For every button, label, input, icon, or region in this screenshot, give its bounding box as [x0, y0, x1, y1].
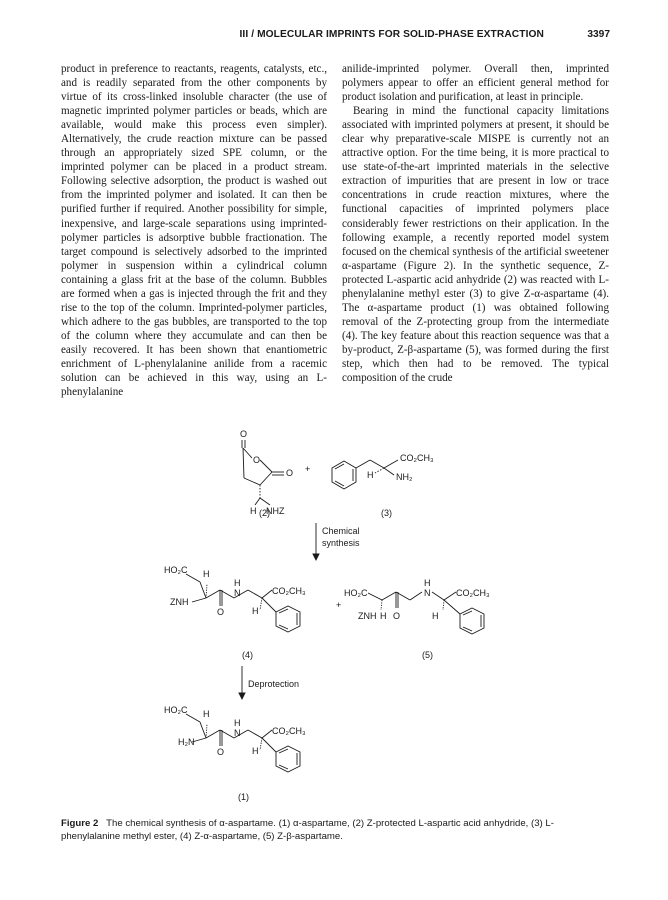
page-number: 3397: [587, 29, 610, 40]
atom-label: H: [234, 718, 241, 728]
compound-5-structure: [344, 578, 490, 634]
atom-label: O: [240, 429, 248, 439]
atom-label: H: [203, 709, 210, 719]
atom-label: ZNH: [170, 597, 189, 607]
atom-label: HO₂C: [164, 705, 188, 715]
atom-label: O: [217, 747, 225, 757]
atom-label: H: [252, 746, 259, 756]
atom-label: CO₂CH₃: [272, 726, 306, 736]
figure-caption: [61, 818, 610, 843]
paragraph: anilide-imprinted polymer. Overall then, imprinted polymers appear to offer an efficient general method for product isolation and purification, at least in principle.: [342, 63, 609, 104]
atom-label: N: [424, 588, 431, 598]
plus-sign: +: [336, 600, 342, 610]
compound-label-2: (2): [259, 508, 270, 518]
section-title: III / MOLECULAR IMPRINTS FOR SOLID-PHASE EXTRACTION: [239, 29, 544, 40]
paragraph: product in preference to reactants, reagents, catalysts, etc., and is readily separated from the other components by virtue of its cross-linked insoluble character (the use of magnetic imprinted polymer particles or beads, which are available, would make this process even simpler). Alternatively, the crude reaction mixture can be passed through an appropriately sized SPE column, or the imprinted polymer can be placed in a product stream. Following selective adsorption, the product is washed out from the imprinted polymer and isolated. It can then be purified further if required. Another possibility for simple, inexpensive, and large-scale separations using imprinted-polymer particles is adsorptive bubble fractionation. The target compound is selectively adsorbed to the imprinted polymer in suspension within a cylindrical column containing a glass frit at the base of the column. Bubbles are formed when a gas is injected through the frit and they rise to the top of the column. Imprinted-polymer particles, which adhere to the gas bubbles, are transported to the top of the column where they accumulate and can then be easily recovered. It has been shown that enantiometric enrichment of L-phenylalanine anilide from a racemic solution can be achieved in this way, using an L-phenylalanine: [61, 63, 327, 399]
atom-label: H₂N: [178, 737, 195, 747]
paragraph: Bearing in mind the functional capacity limitations associated with imprinted polymers at present, it should be clear why preparative-scale MISPE is currently not an attractive option. For the time being, it is more practical to use state-of-the-art imprinted materials in the selective extraction of impurities that are present in low or trace concentrations in crude reaction mixtures, where the functional capacities of imprinted polymers place considerably fewer restrictions on their application. In the following example, a recently reported model system focused on the chemical synthesis of the artificial sweetener α-aspartame (Figure 2). In the synthetic sequence, Z-protected L-aspartic acid anhydride (2) was reacted with L-phenylalanine methyl ester (3) to give Z-α-aspartame (4). The α-aspartame product (1) was obtained following removal of the Z-protecting group from the intermediate (4). The key feature about this reaction sequence was that a by-product, Z-β-aspartame (5), was formed during the first step, which then had to be removed. The typical composition of the crude: [342, 105, 609, 385]
atom-label: H: [380, 611, 387, 621]
caption-label: Figure 2: [61, 818, 99, 829]
left-column: [61, 62, 327, 399]
atom-label: H: [367, 470, 374, 480]
arrow-label: Deprotection: [248, 679, 300, 689]
atom-label: H: [234, 578, 241, 588]
atom-label: NH₂: [396, 472, 413, 482]
running-header: [61, 0, 610, 50]
compound-label-4: (4): [242, 650, 253, 660]
atom-label: H: [203, 569, 210, 579]
atom-label: N: [234, 588, 241, 598]
atom-label: H: [432, 611, 439, 621]
arrow-label: synthesis: [322, 538, 360, 548]
atom-label: N: [234, 728, 241, 738]
atom-label: CO₂CH₃: [272, 586, 306, 596]
atom-label: ZNH: [358, 611, 377, 621]
atom-label: H: [424, 578, 431, 588]
caption-text: The chemical synthesis of α-aspartame. (1) α-aspartame, (2) Z-protected L-aspartic acid anhydride, (3) L-phenylalanine methyl ester, (4) Z-α-aspartame, (5) Z-β-aspartame.: [61, 818, 554, 842]
compound-3-structure: [332, 453, 434, 489]
compound-label-3: (3): [381, 508, 392, 518]
right-column: [342, 62, 609, 385]
atom-label: HO₂C: [164, 565, 188, 575]
atom-label: H: [252, 606, 259, 616]
arrow-label: Chemical: [322, 526, 360, 536]
compound-1-structure: [164, 705, 306, 772]
figure-2: [160, 420, 520, 810]
compound-2-structure: [240, 429, 293, 516]
compound-4-structure: [164, 565, 306, 632]
deprotection-arrow: [239, 666, 245, 699]
atom-label: O: [286, 468, 294, 478]
atom-label: NHZ: [266, 506, 285, 516]
atom-label: O: [217, 607, 225, 617]
compound-label-5: (5): [422, 650, 433, 660]
atom-label: H: [250, 506, 257, 516]
atom-label: CO₂CH₃: [400, 453, 434, 463]
compound-label-1: (1): [238, 792, 249, 802]
atom-label: CO₂CH₃: [456, 588, 490, 598]
plus-sign: +: [305, 464, 311, 474]
atom-label: O: [393, 611, 401, 621]
reaction-scheme: [160, 420, 520, 810]
synthesis-arrow: [313, 523, 319, 560]
atom-label: O: [253, 455, 261, 465]
atom-label: HO₂C: [344, 588, 368, 598]
